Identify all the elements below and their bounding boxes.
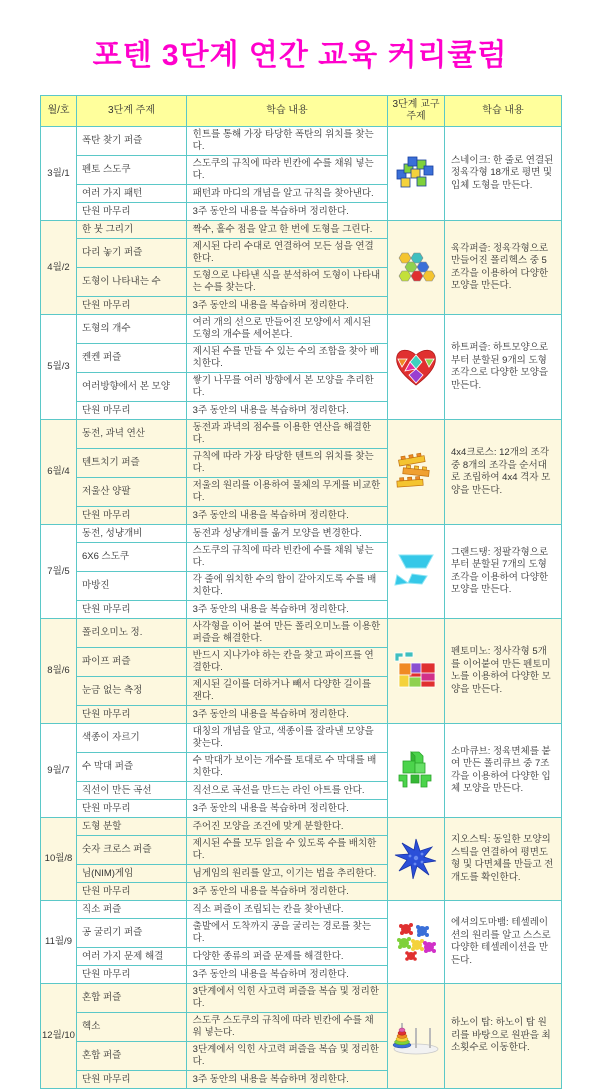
page-title: 포텐 3단계 연간 교육 커리큘럼: [92, 39, 508, 72]
topic-cell: 도형이 나타내는 수: [77, 268, 187, 296]
month-label: 10월/8: [41, 818, 77, 900]
content-cell: 3주 동안의 내용을 복습하며 정리한다.: [192, 603, 349, 615]
tool-desc: 육각퍼즐: 정육각형으로 만들어진 폴리헥스 중 5조각을 이용하여 다양한 모양을 만든다.: [451, 242, 549, 291]
topic-cell: 저울산 양팔: [77, 478, 187, 506]
content-cell: 수 막대가 보이는 개수를 토대로 수 막대를 배치한다.: [192, 755, 377, 778]
topic-cell: 단원 마무리: [77, 402, 187, 419]
topic-cell: 단원 마무리: [77, 203, 187, 220]
content-cell: 반드시 지나가야 하는 칸을 찾고 파이프를 연결한다.: [192, 650, 374, 673]
month-band-november: [41, 901, 561, 984]
topic-cell: 혼합 퍼즐: [77, 1042, 187, 1070]
content-cell: 각 줄에 위치한 수의 합이 같아지도록 수를 배치한다.: [192, 574, 377, 597]
tool-desc: 지오스틱: 동일한 모양의 스틱을 연결하여 평면도형 및 다면체를 만들고 전개도를 확인한다.: [451, 834, 554, 883]
content-cell: 3주 동안의 내용을 복습하며 정리한다.: [192, 509, 349, 521]
content-cell: 스도쿠의 규칙에 따라 빈칸에 수를 채워 넣는다.: [192, 158, 374, 181]
topic-cell: 단원 마무리: [77, 883, 187, 900]
content-cell: 동전과 성냥개비를 옮겨 모양을 변경한다.: [192, 527, 362, 539]
tool-desc: 에셔의도마뱀: 테셀레이션의 원리를 알고 스스로 다양한 테셀레이션을 만든다.: [451, 917, 551, 966]
content-cell: 출발에서 도착까지 공을 굴리는 경로를 찾는다.: [192, 921, 372, 944]
tool-desc: 그랜드탱: 정팔각형으로부터 분할된 7개의 도형조각을 이용하여 다양한 모양을 만든다.: [451, 546, 549, 595]
topic-cell: 수 막대 퍼즐: [77, 753, 187, 781]
content-cell: 동전과 과녁의 점수를 이용한 연산을 해결한다.: [192, 422, 372, 445]
cross-4x4-icon: [388, 420, 445, 524]
topic-cell: 직선이 만든 곡선: [77, 782, 187, 799]
tool-desc: 소마큐브: 정육면체를 붙여 만든 폴리큐브 중 7조각을 이용하여 다양한 입체 모양을 만든다.: [451, 745, 551, 794]
month-band-june: [41, 420, 561, 525]
month-band-april: [41, 221, 561, 315]
header-col-content: 학습 내용: [187, 96, 388, 126]
topic-cell: 텐트치기 퍼즐: [77, 449, 187, 477]
month-label: 11월/9: [41, 901, 77, 983]
month-label: 12월/10: [41, 984, 77, 1088]
content-cell: 여러 개의 선으로 만들어진 모양에서 제시된 도형의 개수를 세어본다.: [192, 317, 372, 340]
topic-cell: 켄켄 퍼즐: [77, 344, 187, 372]
content-cell: 제시된 수를 만들 수 있는 수의 조합을 찾아 배치한다.: [192, 346, 379, 369]
topic-cell: 색종이 자르기: [77, 724, 187, 752]
topic-cell: 폴리오미노 정.: [77, 619, 187, 647]
content-cell: 제시된 다리 수대로 연결하여 모든 섬을 연결한다.: [192, 241, 374, 264]
topic-cell: 펜토 스도쿠: [77, 156, 187, 184]
content-cell: 3주 동안의 내용을 복습하며 정리한다.: [192, 299, 349, 311]
content-cell: 스도쿠 스도쿠의 규칙에 따라 빈칸에 수를 채워 넣는다.: [192, 1015, 374, 1038]
escher-lizard-icon: [388, 901, 445, 983]
month-label: 3월/1: [41, 127, 77, 220]
topic-cell: 마방진: [77, 572, 187, 600]
table-header-row: [41, 96, 561, 127]
content-cell: 3주 동안의 내용을 복습하며 정리한다.: [192, 1073, 349, 1085]
month-band-october: [41, 818, 561, 901]
header-col-topic: 3단계 주제: [77, 96, 187, 126]
topic-cell: 직소 퍼즐: [77, 901, 187, 918]
content-cell: 3주 동안의 내용을 복습하며 정리한다.: [192, 968, 349, 980]
topic-cell: 헥소: [77, 1013, 187, 1041]
topic-cell: 6X6 스도쿠: [77, 543, 187, 571]
topic-cell: 파이프 퍼즐: [77, 648, 187, 676]
month-label: 9월/7: [41, 724, 77, 817]
content-cell: 님게임의 원리를 알고, 이기는 법을 추리한다.: [192, 867, 377, 879]
content-cell: 제시된 수를 모두 읽을 수 있도록 수를 배치한다.: [192, 838, 377, 861]
topic-cell: 단원 마무리: [77, 800, 187, 817]
month-label: 6월/4: [41, 420, 77, 524]
month-label: 4월/2: [41, 221, 77, 314]
content-cell: 3주 동안의 내용을 복습하며 정리한다.: [192, 708, 349, 720]
tool-desc: 스네이크: 한 줄로 연결된 정육각형 18개로 평면 및 입체 도형을 만든다.: [451, 154, 554, 191]
hanoi-tower-icon: [388, 984, 445, 1088]
content-cell: 힌트를 통해 가장 타당한 폭탄의 위치를 찾는다.: [192, 129, 374, 152]
content-cell: 직선으로 곡선을 만드는 라인 아트를 안다.: [192, 784, 365, 796]
topic-cell: 여러방향에서 본 모양: [77, 373, 187, 401]
geostick-icon: [388, 818, 445, 900]
topic-cell: 혼합 퍼즐: [77, 984, 187, 1012]
content-cell: 3주 동안의 내용을 복습하며 정리한다.: [192, 802, 349, 814]
topic-cell: 여러 가지 패턴: [77, 185, 187, 202]
month-label: 8월/6: [41, 619, 77, 723]
curriculum-table: [40, 95, 562, 1089]
topic-cell: 단원 마무리: [77, 966, 187, 983]
topic-cell: 단원 마무리: [77, 601, 187, 618]
topic-cell: 도형의 개수: [77, 315, 187, 343]
topic-cell: 숫자 크로스 퍼즐: [77, 836, 187, 864]
topic-cell: 단원 마무리: [77, 507, 187, 524]
month-band-september: [41, 724, 561, 818]
hex-puzzle-icon: [388, 221, 445, 314]
topic-cell: 한 붓 그리기: [77, 221, 187, 238]
header-col-month: 월/호: [41, 96, 77, 126]
month-label: 7월/5: [41, 525, 77, 618]
content-cell: 3주 동안의 내용을 복습하며 정리한다.: [192, 205, 349, 217]
grand-tangram-icon: [388, 525, 445, 618]
topic-cell: 도형 분할: [77, 818, 187, 835]
topic-cell: 폭탄 찾기 퍼즐: [77, 127, 187, 155]
content-cell: 다양한 종류의 퍼즐 문제를 해결한다.: [192, 950, 344, 962]
topic-cell: 눈금 없는 측정: [77, 677, 187, 705]
month-band-may: [41, 315, 561, 420]
content-cell: 제시된 길이를 더하거나 빼서 다양한 길이를 잰다.: [192, 679, 372, 702]
header-col-tool-topic: 3단계 교구주제: [388, 96, 445, 126]
pentomino-icon: [388, 619, 445, 723]
content-cell: 패턴과 마디의 개념을 알고 규칙을 찾아낸다.: [192, 187, 374, 199]
content-cell: 대칭의 개념을 알고, 색종이를 잘라낸 모양을 찾는다.: [192, 726, 374, 749]
content-cell: 저울의 원리를 이용하여 물체의 무게를 비교한다.: [192, 480, 381, 503]
content-cell: 도형으로 나타낸 식을 분석하여 도형이 나타내는 수를 찾는다.: [192, 270, 381, 293]
content-cell: 3단계에서 익힌 사고력 퍼즐을 복습 및 정리한다.: [192, 1044, 379, 1067]
tool-desc: 하노이 탑: 하노이 탑 원리를 바탕으로 원판을 최소횟수로 이동한다.: [451, 1017, 551, 1054]
content-cell: 주어진 모양을 조건에 맞게 분할한다.: [192, 820, 344, 832]
topic-cell: 여러 가지 문제 해결: [77, 948, 187, 965]
content-cell: 직소 퍼즐이 조립되는 칸을 찾아낸다.: [192, 903, 344, 915]
header-col-tool-content: 학습 내용: [482, 105, 524, 116]
content-cell: 규칙에 따라 가장 타당한 텐트의 위치를 찾는다.: [192, 451, 374, 474]
tool-desc: 펜토미노: 정사각형 5개를 이어붙여 만든 펜토미노를 이용하여 다양한 모양을 만든다.: [451, 646, 551, 695]
content-cell: 3주 동안의 내용을 복습하며 정리한다.: [192, 885, 349, 897]
month-label: 5월/3: [41, 315, 77, 419]
tool-desc: 4x4크로스: 12개의 조각중 8개의 조각을 순서대로 조립하여 4x4 격자 모양을 만든다.: [451, 447, 551, 496]
content-cell: 3주 동안의 내용을 복습하며 정리한다.: [192, 404, 349, 416]
content-cell: 3단계에서 익힌 사고력 퍼즐을 복습 및 정리한다.: [192, 986, 379, 1009]
month-band-march: [41, 127, 561, 221]
topic-cell: 님(NIM)게임: [77, 865, 187, 882]
content-cell: 사각형을 이어 붙여 만든 폴리오미노를 이용한 퍼즐을 해결한다.: [192, 621, 381, 644]
content-cell: 스도쿠의 규칙에 따라 빈칸에 수를 채워 넣는다.: [192, 545, 374, 568]
topic-cell: 단원 마무리: [77, 1071, 187, 1088]
topic-cell: 공 굴리기 퍼즐: [77, 919, 187, 947]
heart-puzzle-icon: [388, 315, 445, 419]
content-cell: 쌓기 나무를 여러 방향에서 본 모양을 추리한다.: [192, 375, 374, 398]
tool-desc: 하트퍼즐: 하트모양으로부터 분할된 9개의 도형조각으로 다양한 모양을 만든다.: [451, 342, 549, 391]
month-band-august: [41, 619, 561, 724]
topic-cell: 단원 마무리: [77, 297, 187, 314]
snake-cube-icon: [388, 127, 445, 220]
topic-cell: 다리 놓기 퍼즐: [77, 239, 187, 267]
soma-cube-icon: [388, 724, 445, 817]
month-band-july: [41, 525, 561, 619]
topic-cell: 동전, 성냥개비: [77, 525, 187, 542]
topic-cell: 동전, 과녁 연산: [77, 420, 187, 448]
topic-cell: 단원 마무리: [77, 706, 187, 723]
month-band-december: [41, 984, 561, 1088]
content-cell: 짝수, 홀수 점을 알고 한 번에 도형을 그린다.: [192, 223, 373, 235]
